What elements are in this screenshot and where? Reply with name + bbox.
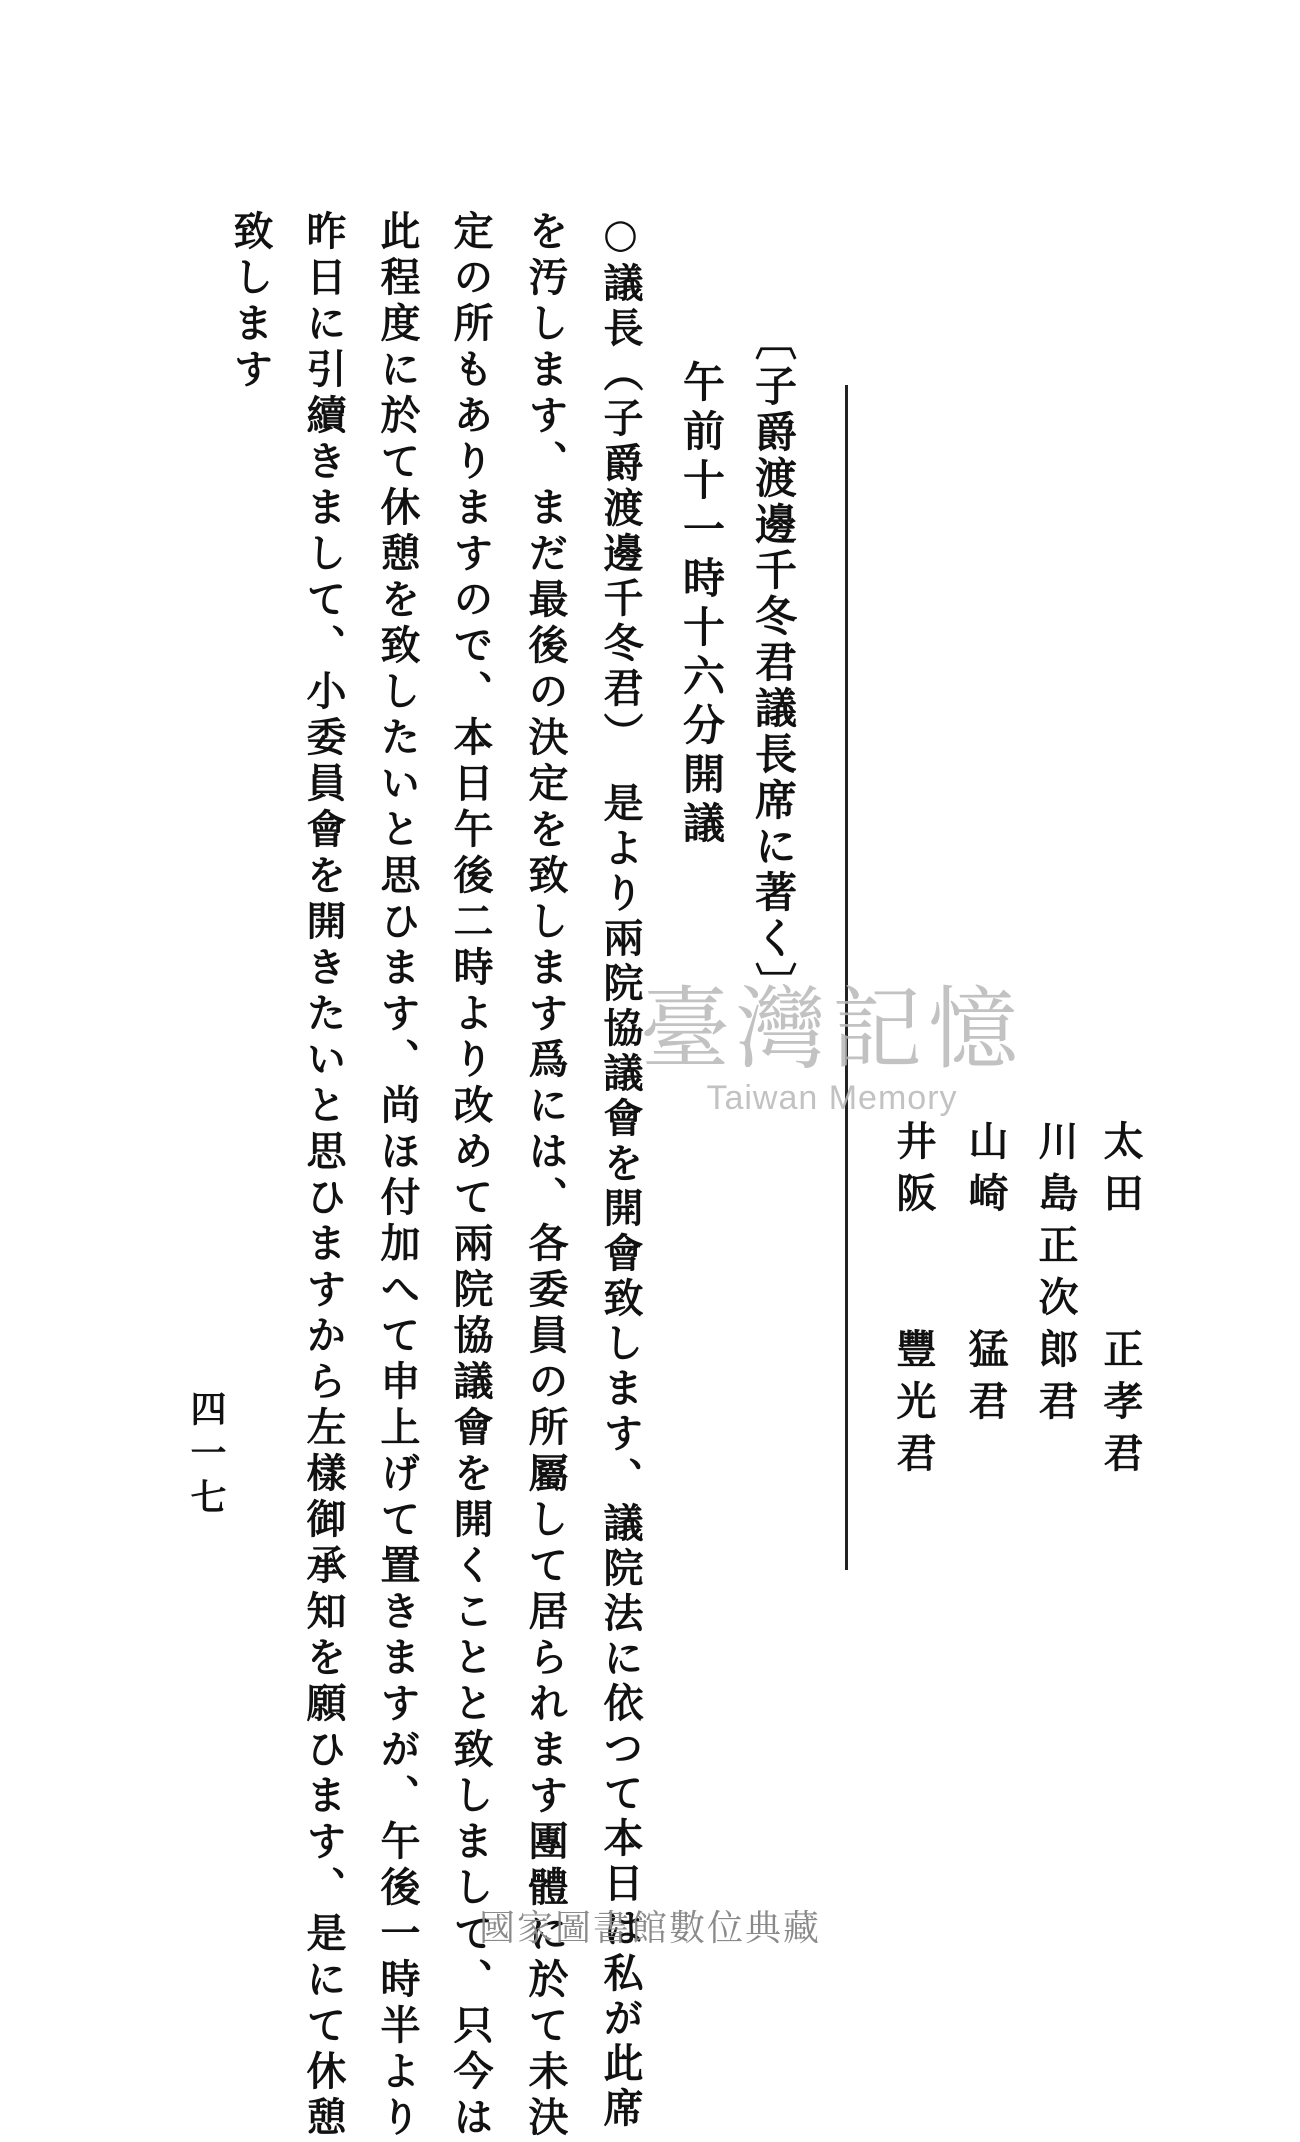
body-column-3: 定の所もありますので、本日午後二時より改めて兩院協議會を開くことと致しまして、只今は xyxy=(447,210,494,2142)
chair-note: 〔子爵渡邊千冬君議長席に著く〕 xyxy=(749,318,798,1008)
body-column-1: ○議長（子爵渡邊千冬君） 是より兩院協議會を開會致します、議院法に依つて本日は私が此席 xyxy=(597,210,644,2132)
body-column-6: 致します xyxy=(227,210,274,394)
footer-credit: 國家圖書館數位典藏 xyxy=(478,1908,821,1949)
opening-time: 午前十一時十六分開議 xyxy=(677,360,726,850)
body-column-2: を汚します、まだ最後の決定を致します爲には、各委員の所屬して居られます團體に於て未決 xyxy=(522,210,569,2142)
taiwan-memory-watermark xyxy=(640,977,1024,1118)
name-2: 川島正次郎君 xyxy=(1032,1120,1079,1432)
name-3: 山崎 猛君 xyxy=(962,1120,1009,1432)
watermark-cjk: 臺灣記憶 xyxy=(640,977,1024,1082)
body-column-5: 昨日に引續きまして、小委員會を開きたいと思ひますから左樣御承知を願ひます、是にて休憩 xyxy=(300,210,347,2142)
page-number: 四一七 xyxy=(185,1390,227,1522)
body-column-4: 此程度に於て休憩を致したいと思ひます、尚ほ付加へて申上げて置きますが、午後一時半より xyxy=(374,210,421,2142)
name-4: 井阪 豐光君 xyxy=(890,1120,937,1484)
name-1: 太田 正孝君 xyxy=(1097,1120,1144,1484)
watermark-latin: Taiwan Memory xyxy=(706,1079,958,1117)
